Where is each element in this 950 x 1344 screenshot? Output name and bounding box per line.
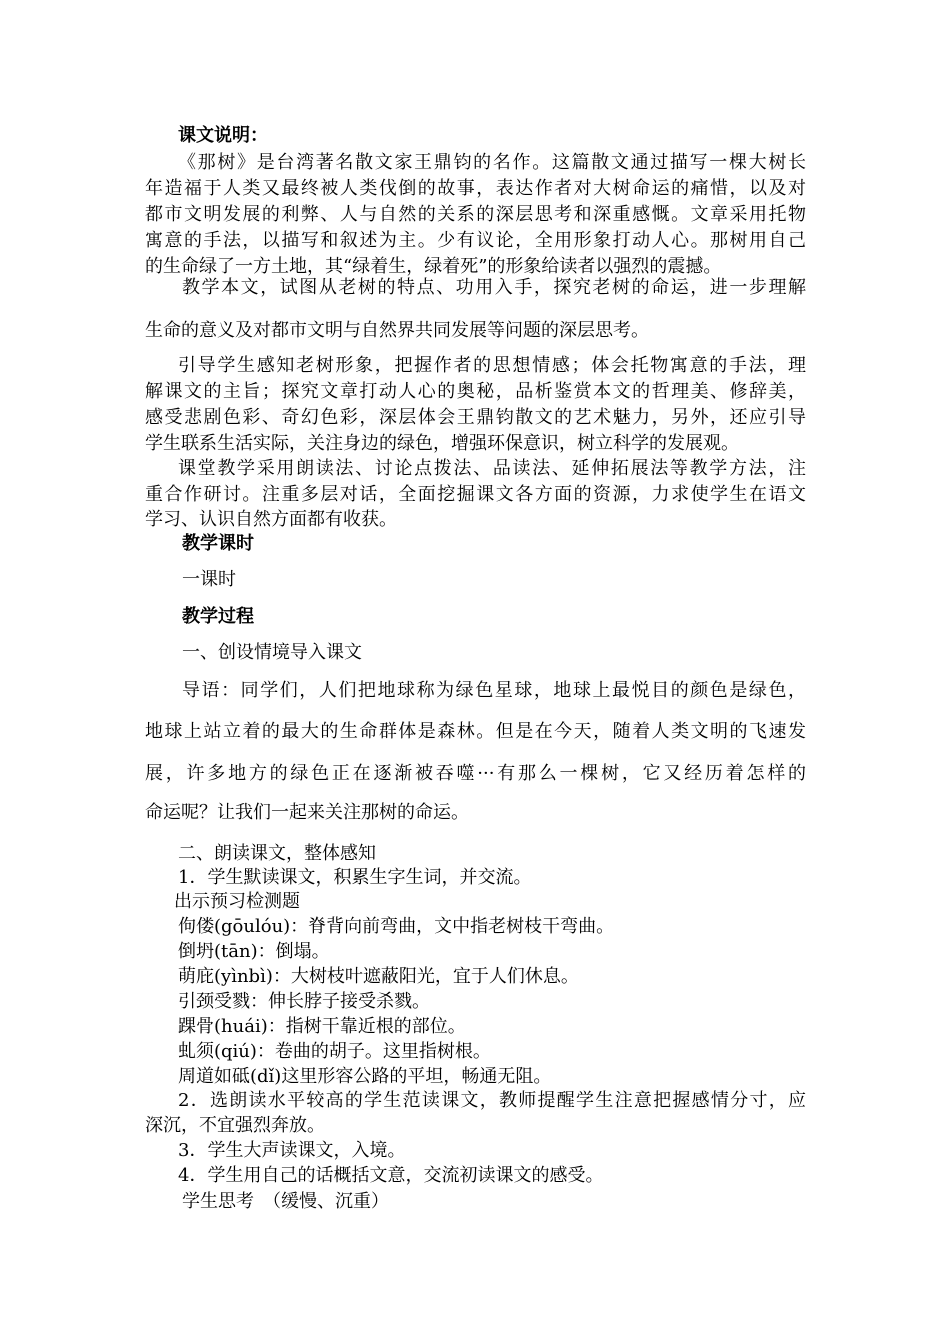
vocab-item: 引颈受戮：伸长脖子接受杀戮。 [178, 991, 430, 1012]
list-item: 1．学生默读课文，积累生字生词，并交流。 [178, 867, 532, 888]
vocab-item: 萌庇(yìnbì)：大树枝叶遮蔽阳光，宜于人们休息。 [178, 966, 579, 987]
vocab-item: 佝偻(gōulóu)：脊背向前弯曲，文中指老树枝干弯曲。 [178, 916, 615, 937]
paragraph-line: 年造福于人类又最终被人类伐倒的故事，表达作者对大树命运的痛惜，以及对 [145, 178, 806, 199]
paragraph-line: 导语：同学们，人们把地球称为绿色星球，地球上最悦目的颜色是绿色， [182, 680, 806, 701]
paragraph-line: 解课文的主旨；探究文章打动人心的奥秘，品析鉴赏本文的哲理美、修辞美， [145, 381, 806, 402]
paragraph-line: 教学本文，试图从老树的特点、功用入手，探究老树的命运，进一步理解 [182, 277, 806, 298]
section-heading-1: 一、创设情境导入课文 [182, 642, 362, 663]
vocab-item: 踝骨(huái)：指树干靠近根的部位。 [178, 1016, 466, 1037]
paragraph-line: 《那树》是台湾著名散文家王鼎钧的名作。这篇散文通过描写一棵大树长 [178, 152, 806, 173]
paragraph-line: 感受悲剧色彩、奇幻色彩，深层体会王鼎钧散文的艺术魅力，另外，还应引导 [145, 407, 806, 428]
heading-teaching-process: 教学过程 [182, 606, 254, 627]
paragraph-line: 学生联系生活实际，关注身边的绿色，增强环保意识，树立科学的发展观。 [145, 433, 739, 454]
paragraph-line: 深沉，不宜强烈奔放。 [145, 1115, 325, 1136]
vocab-item: 周道如砥(dǐ)这里形容公路的平坦，畅通无阻。 [178, 1066, 552, 1087]
list-item: 出示预习检测题 [174, 891, 300, 912]
paragraph-line: 寓意的手法，以描写和叙述为主。少有议论，全用形象打动人心。那树用自己 [145, 230, 806, 251]
paragraph-line: 的生命绿了一方土地，其“绿着生，绿着死”的形象给读者以强烈的震撼。 [145, 256, 722, 277]
heading-lesson-hours: 教学课时 [182, 533, 254, 554]
list-item: 4．学生用自己的话概括文意，交流初读课文的感受。 [178, 1165, 604, 1186]
paragraph-line: 生命的意义及对都市文明与自然界共同发展等问题的深层思考。 [145, 320, 649, 341]
paragraph-line: 学习、认识自然方面都有收获。 [145, 509, 397, 530]
paragraph-line: 都市文明发展的利弊、人与自然的关系的深层思考和深重感慨。文章采用托物 [145, 204, 806, 225]
lesson-hours-value: 一课时 [182, 569, 236, 590]
paragraph-line: 命运呢？让我们一起来关注那树的命运。 [145, 802, 469, 823]
list-item: 3．学生大声读课文，入境。 [178, 1140, 406, 1161]
vocab-item: 倒坍(tān)：倒塌。 [178, 941, 330, 962]
paragraph-line: 地球上站立着的最大的生命群体是森林。但是在今天，随着人类文明的飞速发 [145, 721, 806, 742]
list-item: 学生思考 （缓慢、沉重） [182, 1191, 389, 1212]
list-item: 2．选朗读水平较高的学生范读课文，教师提醒学生注意把握感情分寸，应 [178, 1090, 806, 1111]
paragraph-line: 重合作研讨。注重多层对话，全面挖掘课文各方面的资源，力求使学生在语文 [145, 484, 806, 505]
section-heading-2: 二、朗读课文，整体感知 [178, 843, 376, 864]
paragraph-line: 课堂教学采用朗读法、讨论点拨法、品读法、延伸拓展法等教学方法，注 [178, 458, 806, 479]
paragraph-line: 引导学生感知老树形象，把握作者的思想情感；体会托物寓意的手法，理 [178, 355, 806, 376]
heading-lesson-notes: 课文说明： [178, 125, 268, 146]
vocab-item: 虬须(qiú)：卷曲的胡子。这里指树根。 [178, 1041, 491, 1062]
paragraph-line: 展，许多地方的绿色正在逐渐被吞噬···有那么一棵树，它又经历着怎样的 [145, 763, 806, 784]
